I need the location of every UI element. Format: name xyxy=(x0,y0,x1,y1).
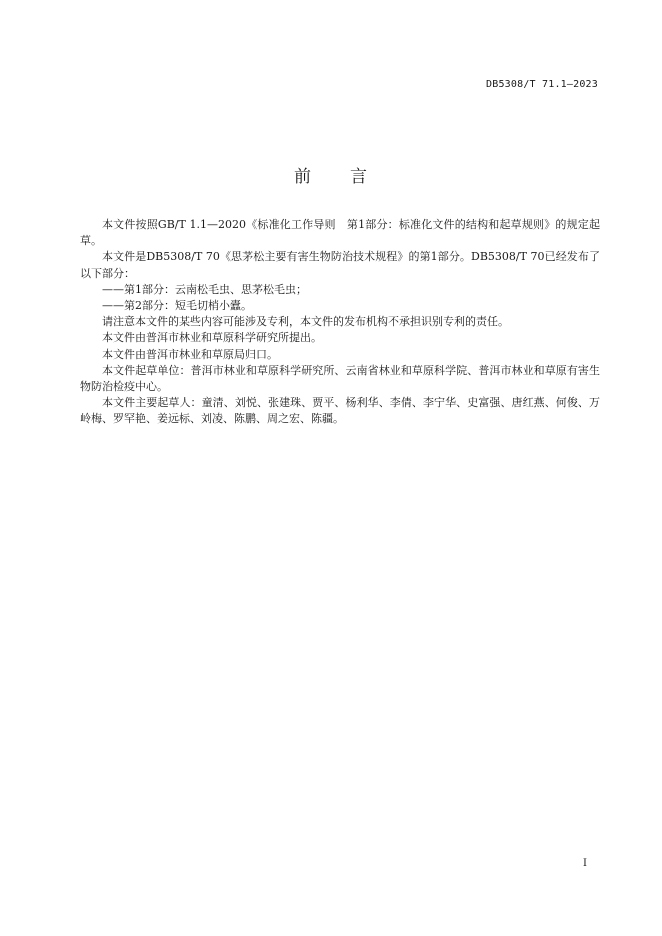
paragraph-proposer: 本文件由普洱市林业和草原科学研究所提出。 xyxy=(102,331,322,345)
paragraph-patent-notice: 请注意本文件的某些内容可能涉及专利，本文件的发布机构不承担识别专利的责任。 xyxy=(102,315,509,329)
paragraph-standard-basis: 本文件按照GB/T 1.1—2020《标准化工作导则 第1部分：标准化文件的结构和起草规则》的规定起草。 xyxy=(80,218,600,248)
page-number: I xyxy=(583,858,587,869)
foreword-body xyxy=(80,217,600,428)
page-title xyxy=(0,162,662,187)
document-code: DB5308/T 71.1—2023 xyxy=(486,79,598,90)
title-char-1: 前 xyxy=(294,167,312,187)
title-char-2: 言 xyxy=(350,167,368,187)
paragraph-administrator: 本文件由普洱市林业和草原局归口。 xyxy=(102,347,278,361)
list-item-part-2: ——第2部分：短毛切梢小蠹。 xyxy=(102,299,252,313)
paragraph-part-info: 本文件是DB5308/T 70《思茅松主要有害生物防治技术规程》的第1部分。DB5308/T 70已经发布了以下部分： xyxy=(80,250,600,280)
list-item-part-1: ——第1部分：云南松毛虫、思茅松毛虫； xyxy=(102,282,307,296)
paragraph-drafters: 本文件主要起草人：童清、刘悦、张建珠、贾平、杨利华、李倩、李宁华、史富强、唐红燕、何俊、万岭梅、罗罕艳、姜远标、刘凌、陈鹏、周之宏、陈疆。 xyxy=(80,396,600,426)
paragraph-drafting-units: 本文件起草单位：普洱市林业和草原科学研究所、云南省林业和草原科学院、普洱市林业和草原有害生物防治检疫中心。 xyxy=(80,363,600,394)
